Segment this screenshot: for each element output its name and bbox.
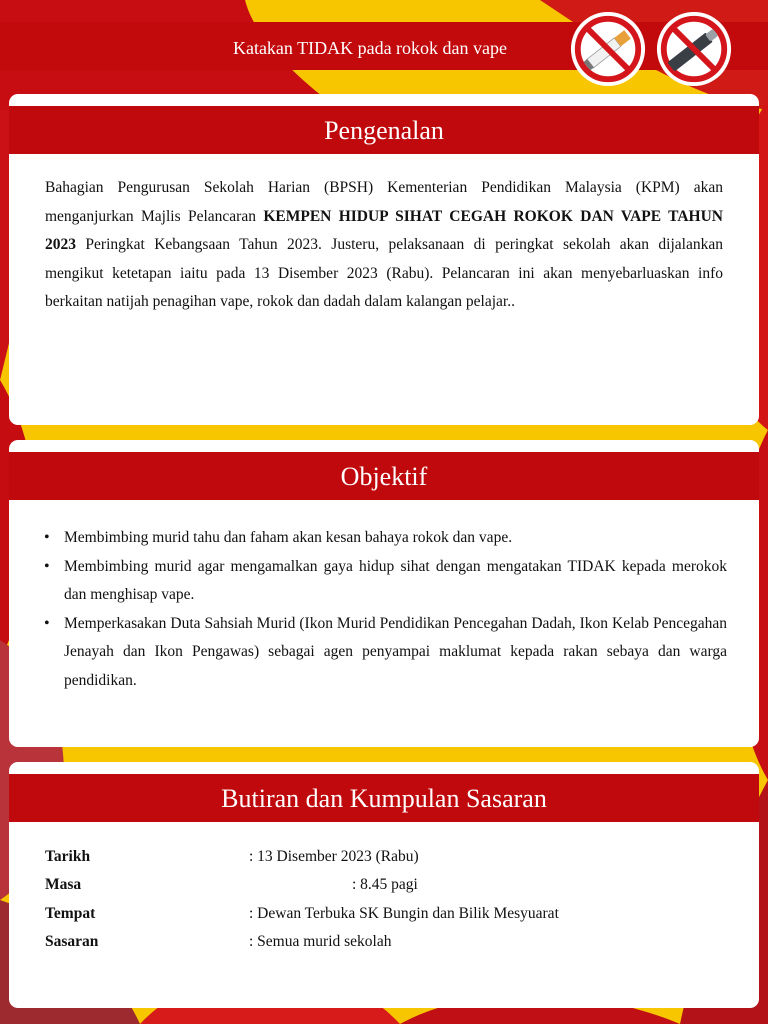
- detail-value-masa: : 8.45 pagi: [352, 876, 418, 893]
- details-table: [9, 848, 759, 968]
- list-item: • Memperkasakan Duta Sahsiah Murid (Ikon Murid Pendidikan Pencegahan Dadah, Ikon Kelab Pencegahan Jenayah dan Ikon Pengawas) sebagai agen penyampai maklumat kepada rakan sebaya dan warga pendidikan.: [64, 610, 727, 696]
- no-smoking-icon: [569, 10, 647, 88]
- no-vape-icon: [655, 10, 733, 88]
- detail-value-tempat: : Dewan Terbuka SK Bungin dan Bilik Mesyuarat: [249, 905, 559, 922]
- list-item: • Membimbing murid tahu dan faham akan kesan bahaya rokok dan vape.: [64, 524, 727, 553]
- banner-title: Katakan TIDAK pada rokok dan vape: [232, 38, 508, 58]
- list-item: • Membimbing murid agar mengamalkan gaya hidup sihat dengan mengatakan TIDAK kepada merokok dan menghisap vape.: [64, 553, 727, 610]
- intro-text-2: Peringkat Kebangsaan Tahun 2023. Justeru, pelaksanaan di peringkat sekolah akan dijalankan mengikut ketetapan iaitu pada 13 Disember 2023 (Rabu). Pelancaran ini akan menyebarluaskan info berkaitan natijah penagihan vape, rokok dan dadah dalam kalangan pelajar..: [45, 236, 723, 310]
- intro-text-bold: KEMPEN HIDUP SIHAT CEGAH ROKOK DAN VAPE TAHUN 2023: [45, 207, 724, 253]
- intro-card: [9, 94, 759, 425]
- objectives-heading: Objektif: [9, 452, 759, 500]
- detail-label-sasaran: Sasaran: [45, 933, 99, 950]
- objectives-card: [9, 440, 759, 747]
- intro-paragraph: [9, 174, 759, 317]
- detail-value-sasaran: : Semua murid sekolah: [249, 933, 392, 950]
- detail-label-tempat: Tempat: [45, 905, 96, 922]
- objectives-list: [9, 524, 759, 695]
- details-card: [9, 762, 759, 1008]
- detail-label-masa: Masa: [45, 876, 82, 893]
- intro-text-1: Bahagian Pengurusan Sekolah Harian (BPSH) Kementerian Pendidikan Malaysia (KPM) akan menganjurkan Majlis Pelancaran: [45, 179, 723, 225]
- detail-value-tarikh: : 13 Disember 2023 (Rabu): [249, 848, 419, 865]
- intro-heading: Pengenalan: [9, 106, 759, 154]
- detail-label-tarikh: Tarikh: [45, 848, 91, 865]
- details-heading: Butiran dan Kumpulan Sasaran: [9, 774, 759, 822]
